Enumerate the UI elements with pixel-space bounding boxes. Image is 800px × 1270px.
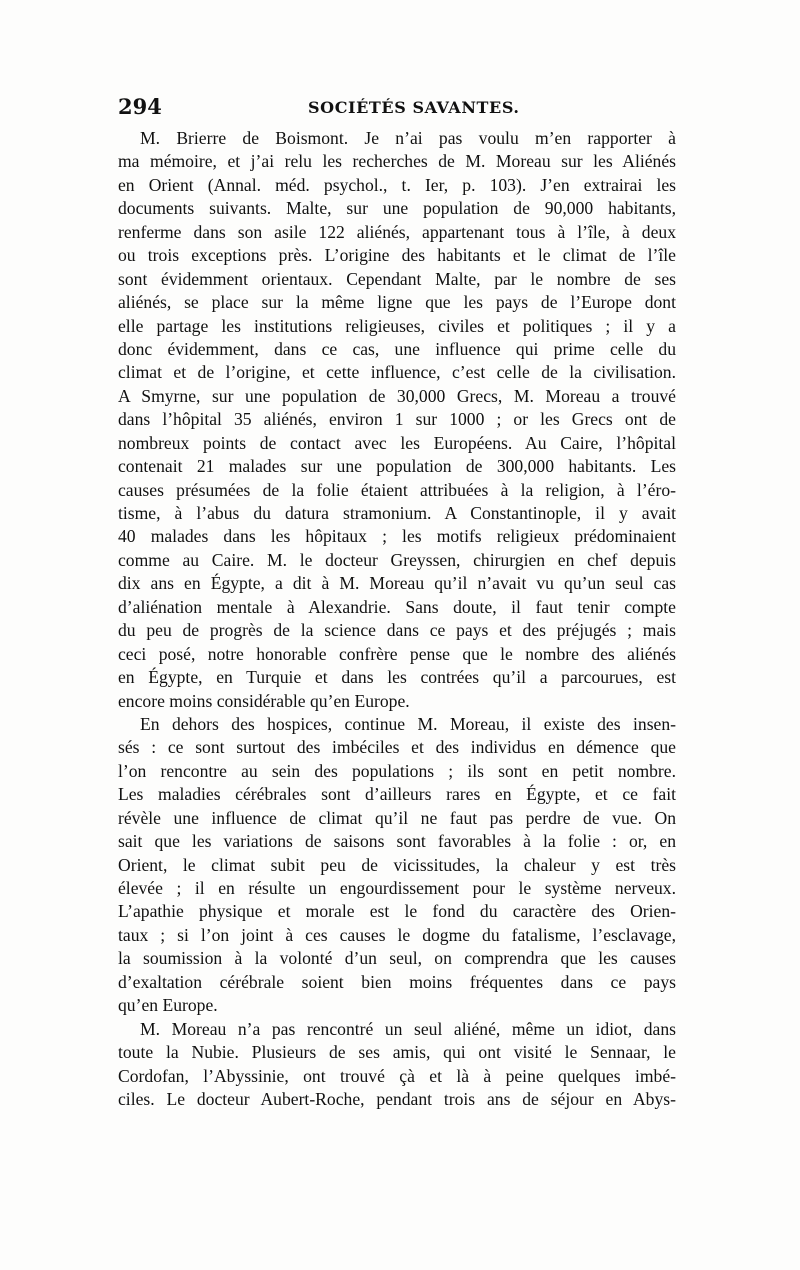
text-line: causes présumées de la folie étaient attribuées à la religion, à l’éro-	[118, 479, 676, 500]
text-line: nombreux points de contact avec les Européens. Au Caire, l’hôpital	[118, 432, 676, 453]
text-line: Cordofan, l’Abyssinie, ont trouvé çà et là à peine quelques imbé-	[118, 1065, 676, 1086]
text-line: toute la Nubie. Plusieurs de ses amis, qui ont visité le Sennaar, le	[118, 1042, 676, 1063]
text-line: 40 malades dans les hôpitaux ; les motifs religieux prédominaient	[118, 526, 676, 547]
text-line: documents suivants. Malte, sur une population de 90,000 habitants,	[118, 198, 676, 219]
text-line: climat et de l’origine, et cette influence, c’est celle de la civilisation.	[118, 362, 676, 383]
text-line: qu’en Europe.	[118, 995, 218, 1016]
text-line: renferme dans son asile 122 aliénés, appartenant tous à l’île, à deux	[118, 221, 676, 242]
text-line: dans l’hôpital 35 aliénés, environ 1 sur 1000 ; or les Grecs ont de	[118, 409, 676, 430]
paragraph-1	[118, 127, 676, 713]
text-line: elle partage les institutions religieuses, civiles et politiques ; il y a	[118, 315, 676, 336]
text-line: en Orient (Annal. méd. psychol., t. Ier, p. 103). J’en extrairai les	[118, 174, 676, 195]
text-line: L’apathie physique et morale est le fond du caractère des Orien-	[118, 901, 676, 922]
text-line: Les maladies cérébrales sont d’ailleurs rares en Égypte, et ce fait	[118, 784, 676, 805]
text-line: l’on rencontre au sein des populations ; ils sont en petit nombre.	[118, 760, 676, 781]
text-line: En dehors des hospices, continue M. Moreau, il existe des insen-	[140, 713, 676, 734]
text-line: ceci posé, notre honorable confrère pense que le nombre des aliénés	[118, 643, 676, 664]
page-number: 294	[118, 94, 162, 119]
running-title: SOCIÉTÉS SAVANTES.	[308, 98, 520, 117]
text-line: révèle une influence de climat qu’il ne faut pas perdre de vue. On	[118, 807, 676, 828]
text-line: A Smyrne, sur une population de 30,000 Grecs, M. Moreau a trouvé	[118, 385, 676, 406]
text-line: la soumission à la volonté d’un seul, on comprendra que les causes	[118, 948, 676, 969]
text-line: dix ans en Égypte, a dit à M. Moreau qu’il n’avait vu qu’un seul cas	[118, 573, 676, 594]
paragraph-2	[118, 713, 676, 1018]
text-line: élevée ; il en résulte un engourdissement pour le système nerveux.	[118, 878, 676, 898]
text-line: M. Brierre de Boismont. Je n’ai pas voulu m’en rapporter à	[140, 128, 676, 148]
text-line: contenait 21 malades sur une population de 300,000 habitants. Les	[118, 456, 676, 477]
text-line: sont évidemment orientaux. Cependant Malte, par le nombre de ses	[118, 268, 676, 289]
text-line: taux ; si l’on joint à ces causes le dogme du fatalisme, l’esclavage,	[118, 924, 676, 945]
running-head	[118, 94, 678, 120]
text-line: d’exaltation cérébrale soient bien moins fréquentes dans ce pays	[118, 971, 676, 992]
text-line: sés : ce sont surtout des imbéciles et des individus en démence que	[118, 737, 676, 758]
body-text	[118, 127, 676, 1111]
text-line: en Égypte, en Turquie et dans les contrées qu’il a parcourues, est	[118, 667, 676, 688]
text-line: donc évidemment, dans ce cas, une influence qui prime celle du	[118, 338, 676, 359]
text-line: comme au Caire. M. le docteur Greyssen, chirurgien en chef depuis	[118, 549, 676, 570]
text-line: M. Moreau n’a pas rencontré un seul aliéné, même un idiot, dans	[140, 1018, 676, 1039]
text-line: ou trois exceptions près. L’origine des habitants et le climat de l’île	[118, 245, 676, 266]
text-line: tisme, à l’abus du datura stramonium. A Constantinople, il y avait	[118, 503, 676, 523]
text-line: ciles. Le docteur Aubert-Roche, pendant trois ans de séjour en Abys-	[118, 1088, 676, 1109]
text-line: aliénés, se place sur la même ligne que les pays de l’Europe dont	[118, 292, 676, 313]
text-line: sait que les variations de saisons sont favorables à la folie : or, en	[118, 831, 676, 852]
text-line: d’aliénation mentale à Alexandrie. Sans doute, il faut tenir compte	[118, 596, 676, 617]
paragraph-3	[118, 1018, 676, 1112]
text-line: Orient, le climat subit peu de vicissitudes, la chaleur y est très	[118, 854, 676, 875]
text-line: ma mémoire, et j’ai relu les recherches de M. Moreau sur les Aliénés	[118, 151, 676, 172]
text-line: du peu de progrès de la science dans ce pays et des préjugés ; mais	[118, 620, 676, 641]
text-line: encore moins considérable qu’en Europe.	[118, 690, 410, 711]
